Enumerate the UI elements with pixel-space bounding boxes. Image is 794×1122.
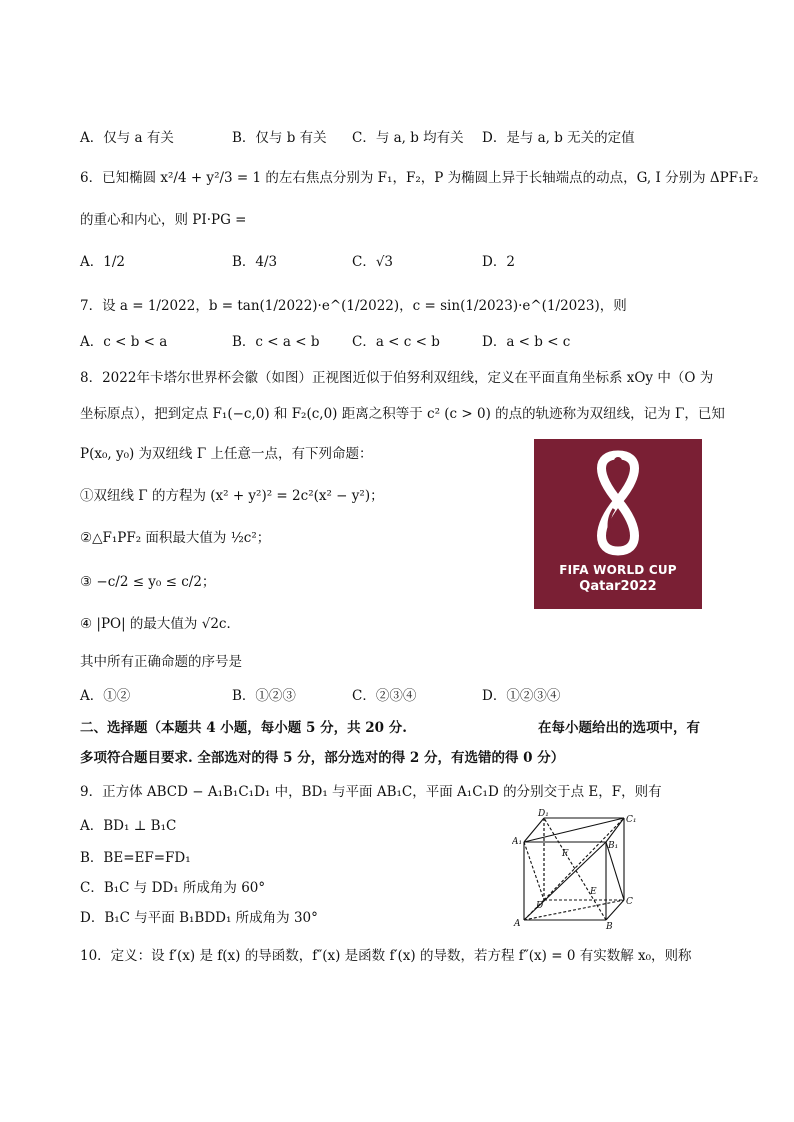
q7-option-c: C．a < c < b <box>352 334 440 350</box>
section2-header-line2: 多项符合题目要求. 全部选对的得 5 分，部分选对的得 2 分，有选错的得 0 分） <box>80 750 565 766</box>
q9-option-a: A．BD₁ ⊥ B₁C <box>80 818 177 834</box>
q7-option-b: B．c < a < b <box>232 334 320 350</box>
q8-question: 其中所有正确命题的序号是 <box>80 654 242 670</box>
label-b1: B₁ <box>608 841 619 851</box>
label-d1: D₁ <box>538 809 549 819</box>
q10-stem: 10．定义：设 f′(x) 是 f(x) 的导函数，f″(x) 是函数 f′(x) 的导数，若方程 f″(x) = 0 有实数解 x₀，则称 <box>80 948 692 964</box>
label-b: B <box>606 922 613 930</box>
q5-option-b: B．仅与 b 有关 <box>232 130 327 146</box>
q6-stem-line1: 6．已知椭圆 x²/4 + y²/3 = 1 的左右焦点分别为 F₁，F₂，P 为椭圆上异于长轴端点的动点，G, I 分别为 ΔPF₁F₂ <box>80 170 759 186</box>
q9-option-d: D．B₁C 与平面 B₁BDD₁ 所成角为 30° <box>80 910 318 926</box>
logo-subtitle: Qatar2022 <box>579 579 657 594</box>
q8-item-4: ④ |PO| 的最大值为 √2c． <box>80 616 240 632</box>
lemniscate-emblem-icon <box>534 439 702 563</box>
q5-option-d: D．是与 a, b 无关的定值 <box>482 130 635 146</box>
cube-diagram <box>512 808 646 930</box>
q6-option-d: D．2 <box>482 254 515 270</box>
label-e: E <box>590 887 597 897</box>
q9-option-c: C．B₁C 与 DD₁ 所成角为 60° <box>80 880 266 896</box>
q8-option-d: D．①②③④ <box>482 688 561 704</box>
q8-item-3: ③ −c/2 ≤ y₀ ≤ c/2； <box>80 574 216 590</box>
q8-option-b: B．①②③ <box>232 688 296 704</box>
q6-stem-line2: 的重心和内心，则 PI·PG = <box>80 212 247 228</box>
q7-option-a: A．c < b < a <box>80 334 168 350</box>
q9-option-b: B．BE=EF=FD₁ <box>80 850 191 866</box>
q8-option-a: A．①② <box>80 688 131 704</box>
q8-stem-line1: 8．2022年卡塔尔世界杯会徽（如图）正视图近似于伯努利双纽线，定义在平面直角坐标系 xOy 中（O 为 <box>80 370 714 386</box>
q7-stem: 7．设 a = 1/2022，b = tan(1/2022)·e^(1/2022)，c = sin(1/2023)·e^(1/2023)，则 <box>80 298 627 314</box>
label-a: A <box>514 919 521 929</box>
label-c: C <box>626 897 633 907</box>
q6-option-b: B．4/3 <box>232 254 278 270</box>
label-a1: A₁ <box>512 837 523 847</box>
q7-option-d: D．a < b < c <box>482 334 571 350</box>
q8-item-1: ①双纽线 Γ 的方程为 (x² + y²)² = 2c²(x² − y²)； <box>80 488 384 504</box>
q6-option-c: C．√3 <box>352 254 394 270</box>
q8-stem-line2: 坐标原点），把到定点 F₁(−c,0) 和 F₂(c,0) 距离之积等于 c² (c > 0) 的点的轨迹称为双纽线，记为 Γ，已知 <box>80 406 725 422</box>
q6-option-a: A．1/2 <box>80 254 125 270</box>
section2-header-part1: 二、选择题（本题共 4 小题，每小题 5 分，共 20 分. <box>80 720 407 736</box>
label-f: F <box>562 849 569 859</box>
logo-title: FIFA WORLD CUP <box>559 563 677 577</box>
label-d: D <box>536 901 544 911</box>
q5-option-c: C．与 a, b 均有关 <box>352 130 464 146</box>
q8-stem-line3: P(x₀, y₀) 为双纽线 Γ 上任意一点，有下列命题： <box>80 446 373 462</box>
q8-option-c: C．②③④ <box>352 688 417 704</box>
section2-header-part2: 在每小题给出的选项中，有 <box>538 720 700 736</box>
q5-option-a: A．仅与 a 有关 <box>80 130 174 146</box>
q9-stem: 9．正方体 ABCD − A₁B₁C₁D₁ 中，BD₁ 与平面 AB₁C，平面 A₁C₁D 的分别交于点 E，F，则有 <box>80 784 662 800</box>
q8-item-2: ②△F₁PF₂ 面积最大值为 ½c²； <box>80 530 271 546</box>
world-cup-logo <box>534 439 702 609</box>
label-c1: C₁ <box>626 815 637 825</box>
